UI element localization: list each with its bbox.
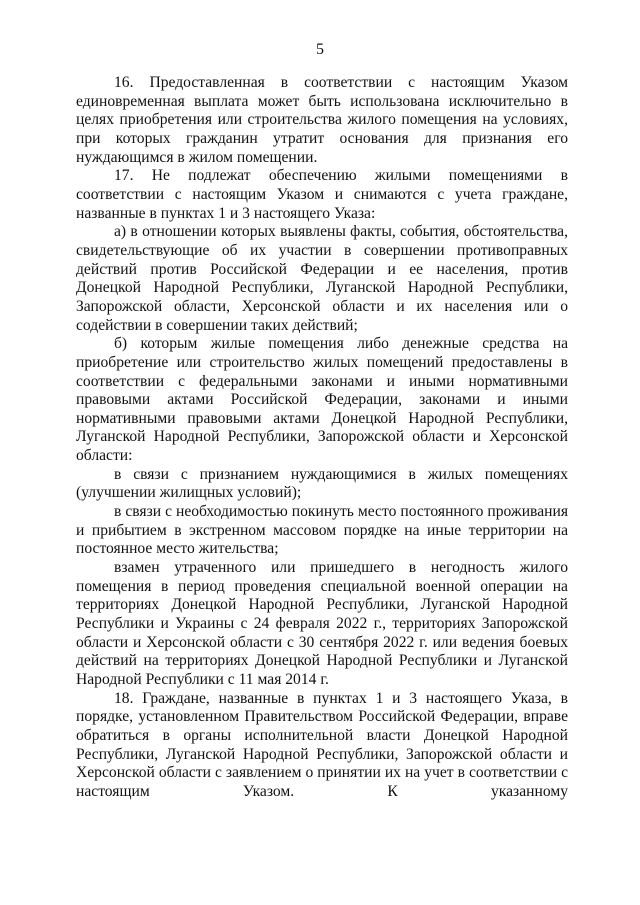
document-body [76,74,568,802]
text-line: взамен утраченного или пришедшего в негодность жилого [114,559,568,577]
text-line: на приобретение или строительство жилых помещений [76,335,568,371]
text-line: (улучшении жилищных условий); [76,484,302,502]
text-line: Народной Республики, Луганской Народной Республики, [76,726,568,763]
text-line: 17. Не подлежат обеспечению жилыми помещениями [114,167,543,185]
text-line: их на учет в соответствии с настоящим Указом. К указанному [76,764,568,800]
text-line: Запорожской области и Херсонской области с 30 сентября 2022 г. или [76,615,569,651]
text-line: Народной Республики, Запорожской области, Херсонской области [76,279,568,315]
text-line: 16. Предоставленная в соответствии с настоящим Указом [114,74,568,91]
text-line: обстоятельства, свидетельствующие об их участии в совершении [76,223,568,259]
clause-lost-housing [76,559,568,690]
clause-recognition-need [76,466,568,503]
text-line: на условиях, при которых гражданин утратит основания для [76,111,568,147]
text-line: противоправных действий против Российской Федерации [76,241,568,278]
clause-forced-relocation [76,503,568,559]
text-line: б) которым жилые помещения либо денежные средства [114,335,540,353]
text-line: названные в пунктах 1 и 3 настоящего Указа: [76,204,376,222]
text-line: Республики, Луганской Народной Республики, Запорожской области [76,409,569,446]
text-line: ведения боевых действий на территориях Донецкой Народной [76,633,568,670]
text-line: в связи с необходимостью покинуть место постоянного [114,503,484,521]
text-line: Республики и Луганской Народной Республики с 11 мая 2014 г. [76,652,568,688]
paragraph-18 [76,690,568,802]
text-line: проживания и прибытием в экстренном массовом порядке на иные [76,503,568,539]
text-line: и их населения или о содействии в совершении таких действий; [76,297,568,334]
text-line: Народной Республики и Украины с 24 февраля 2022 г., территориях [76,596,569,633]
text-line: признания его нуждающимся в жилом помещении. [76,129,569,166]
text-line: в соответствии с настоящим Указом и снимаются с учета граждане, [76,167,568,203]
text-line: в связи с признанием нуждающимися в жилых помещениях [114,465,568,483]
subparagraph-b [76,335,568,466]
page-number: 5 [316,41,324,58]
subparagraph-a [76,223,568,335]
text-line: 18. Граждане, названные в пунктах 1 и 3 настоящего Указа, [114,689,552,707]
text-line: в целях приобретения или строительства жилого помещения [76,92,568,129]
text-line: помещения в период проведения специальной военной операции [76,577,544,595]
text-line: территории на постоянное место жительства; [76,521,568,558]
text-line: и Херсонской области: [76,428,568,465]
text-line: вправе обратиться в органы исполнительной власти Донецкой [76,708,568,744]
text-line: и иными нормативными правовыми актами Донецкой Народной [76,391,568,427]
text-line: в порядке, установленном Правительством Российской Федерации, [76,689,568,726]
paragraph-17 [76,167,568,223]
text-line: на территориях Донецкой Народной Республики, Луганской [76,577,568,614]
text-line: и ее населения, против Донецкой Народной Республики, Луганской [76,260,568,297]
text-line: нормативными правовыми актами Российской Федерации, законами [76,372,568,409]
paragraph-16 [76,74,568,167]
text-line: а) в отношении которых выявлены факты, события, [114,223,460,241]
text-line: Запорожской области и Херсонской области с заявлением о принятии [76,745,568,782]
text-line: единовременная выплата может быть использована исключительно [76,92,552,110]
text-line: предоставлены в соответствии с федеральными законами и иными [76,353,568,390]
